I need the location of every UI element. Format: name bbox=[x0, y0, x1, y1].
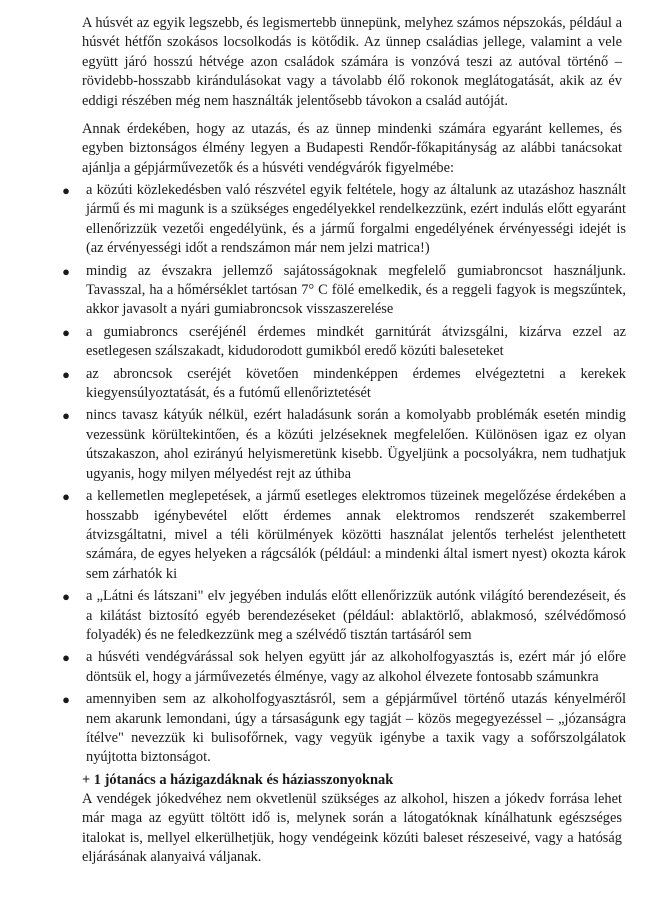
advice-list bbox=[60, 181, 626, 771]
advice-item bbox=[60, 690, 626, 768]
advice-item bbox=[60, 365, 626, 404]
advice-text: nincs tavasz kátyúk nélkül, ezért haladásunk során a komolyabb problémák esetén mindig vezessünk körültekintően, és a közúti jelzéseknek megfelelően. Különösen igaz ez olyan útszakaszon, ahol ezirányú helyismeretünk kisebb. Ügyeljünk a pocsolyákra, nem tudhatjuk ugyanis, hogy milyen mélyedést rejt az úthiba bbox=[86, 407, 626, 482]
tip-paragraph: A vendégek jókedvéhez nem okvetlenül szükséges az alkohol, hiszen a jókedv forrása lehet már maga az együtt töltött idő is, melynek során a látogatóknak kínálhatunk egészséges italokat is, mellyel elkerülhetjük, hogy vendégeink közúti baleset részeseivé, vagy a hatóság eljárásának alanyaivá váljanak. bbox=[82, 791, 622, 866]
advice-text: amennyiben sem az alkoholfogyasztásról, sem a gépjárművel történő utazás kényelméről nem akarunk lemondani, úgy a társaságunk egy tagját – közös megegyezéssel – „józanságra ítélve" nevezzük ki bulisofőrnek, vagy vegyük igénybe a taxik vagy a sofőrszolgálatok nyújtotta biztonságot. bbox=[86, 691, 626, 766]
advice-text: a gumiabroncs cseréjénél érdemes mindkét garnitúrát átvizsgálni, kizárva ezzel az esetlegesen szálszakadt, kidudorodott gumikból eredő közúti baleseteket bbox=[86, 323, 626, 360]
bullet-icon: ● bbox=[62, 489, 70, 505]
bullet-icon: ● bbox=[62, 183, 70, 198]
bullet-icon: ● bbox=[62, 692, 70, 708]
advice-item bbox=[60, 587, 626, 645]
intro-paragraph: A húsvét az egyik legszebb, és legismertebb ünnepünk, melyhez számos népszokás, például a húsvét hétfőn szokásos locsolkodás is kötődik. Az ünnep családias jellege, valamint a vele együtt járó hosszú hétvége azon családok számára is vonzóvá teszi az autóval történő – rövidebb-hosszabb kirándulásokat vagy a távolabb élő rokonok meglátogatását, akik az év eddigi részében még nem használták jelentősebb távokon a család autóját. bbox=[82, 15, 622, 109]
tip-heading: + 1 jótanács a házigazdáknak és háziasszonyoknak bbox=[82, 772, 394, 788]
advice-text: a „Látni és látszani" elv jegyében indulás előtt ellenőrizzük autónk világító berendezéseit, és a kilátást biztosító egyéb berendezéseket (például: ablaktörlő, ablakmosó, szélvédőmosó folyadék) és ne feledkezzünk meg a szélvédő tisztán tartásáról sem bbox=[86, 588, 626, 643]
lead-paragraph: Annak érdekében, hogy az utazás, és az ünnep mindenki számára egyaránt kellemes, és egyben biztonságos élmény legyen a Budapesti Rendőr-főkapitányság az alábbi tanácsokat ajánlja a gépjárművezetők és a húsvéti vendégvárók figyelmébe: bbox=[82, 121, 622, 176]
advice-text: a közúti közlekedésben való részvétel egyik feltétele, hogy az általunk az utazáshoz használt jármű és mi magunk is a szükséges engedélyekkel rendelkezzünk, ezért indulás előtt egyaránt ellenőrizzük vezetői engedélyünk, és a jármű forgalmi engedélyének érvényességi idejét is (az érvényességi időt a rendszámon már nem jelzi matrica!) bbox=[86, 182, 626, 257]
bullet-icon: ● bbox=[62, 589, 70, 605]
bullet-icon: ● bbox=[62, 366, 70, 382]
advice-item bbox=[60, 262, 626, 320]
bullet-icon: ● bbox=[62, 263, 70, 279]
advice-text: mindig az évszakra jellemző sajátosságoknak megfelelő gumiabroncsot használjunk. Tavasszal, ha a hőmérséklet tartósan 7° C fölé emelkedik, és a reggeli fagyok is megszűntek, akkor javasolt a nyári gumiabroncsok visszaszerelése bbox=[86, 262, 626, 318]
bullet-icon: ● bbox=[62, 408, 70, 424]
advice-text: a kellemetlen meglepetések, a jármű esetleges elektromos tüzeinek megelőzése érdekében a hosszabb igénybevétel előtt érdemes annak elektromos rendszerét szakemberrel átvizsgáltatni, mivel a téli körülmények közötti használat jelentős terhelést jelenthetett számára, de egyes helyeken a rágcsálók (például: a mindenki által ismert nyest) okozta károk sem zárhatók ki bbox=[86, 488, 626, 582]
advice-text: a húsvéti vendégvárással sok helyen együtt jár az alkoholfogyasztás is, ezért már jó előre döntsük el, hogy a járművezetés élménye, vagy az alkohol élvezete fontosabb számunkra bbox=[86, 649, 626, 685]
advice-text: az abroncsok cseréjét követően mindenképpen érdemes elvégeztetni a kerekek kiegyensúlyoztatását, és a futómű ellenőriztetését bbox=[86, 365, 626, 402]
advice-item bbox=[60, 406, 626, 484]
bullet-icon: ● bbox=[62, 324, 70, 340]
advice-item bbox=[60, 648, 626, 687]
advice-item bbox=[60, 323, 626, 362]
advice-item bbox=[60, 181, 626, 259]
advice-item bbox=[60, 487, 626, 584]
bullet-icon: ● bbox=[62, 650, 70, 666]
